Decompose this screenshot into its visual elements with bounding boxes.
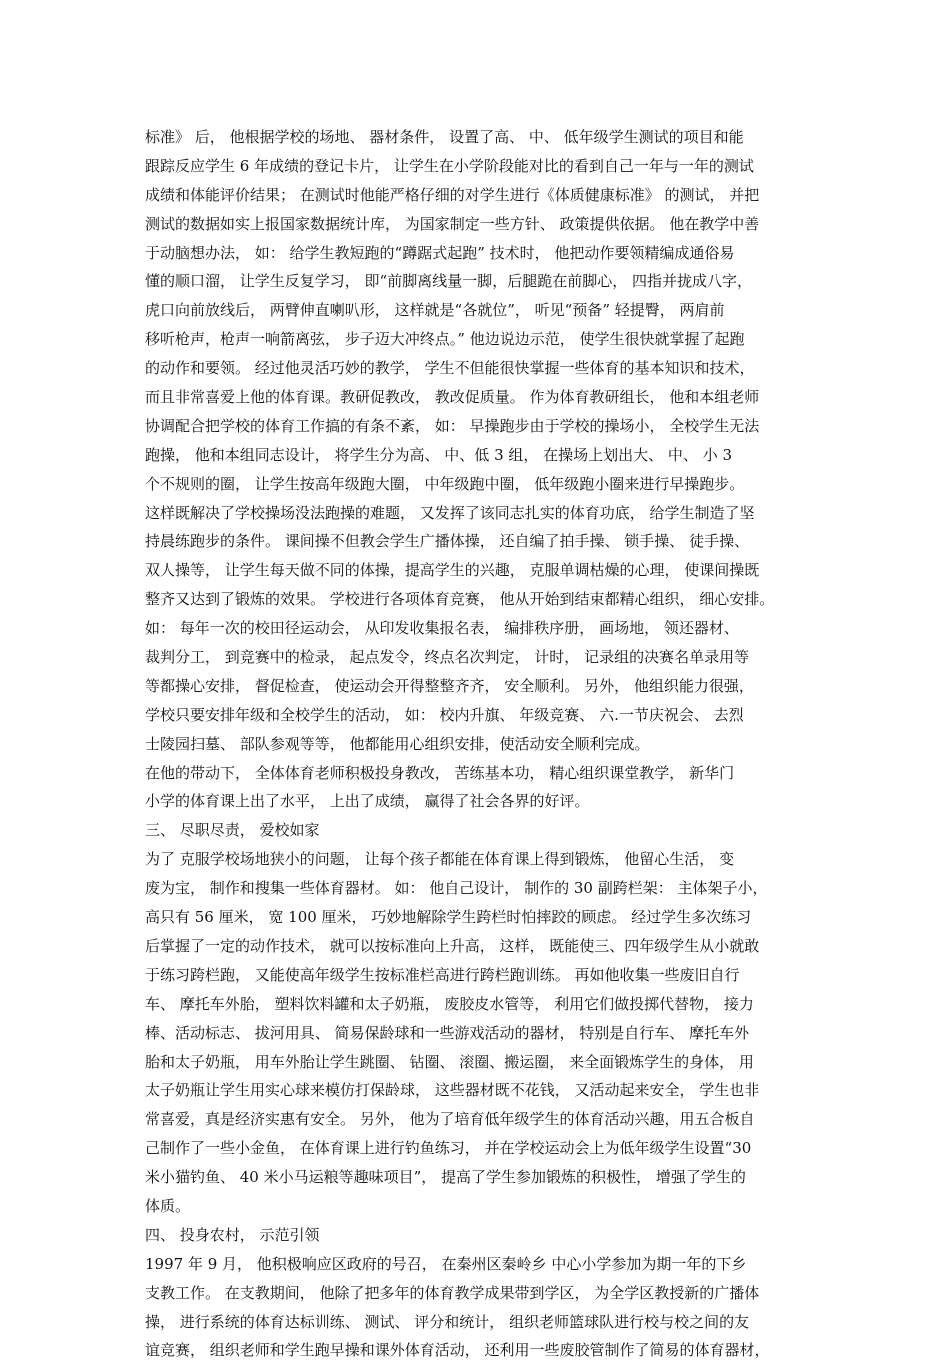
text-line: 于练习跨栏跑， 又能使高年级学生按标准栏高进行跨栏跑训练。 再如他收集一些废旧自行 bbox=[145, 965, 740, 984]
text-line: 测试的数据如实上报国家数据统计库， 为国家制定一些方针、 政策提供依据。 他在教学中善 bbox=[145, 214, 760, 233]
text-line: 成绩和体能评价结果； 在测试时他能严格仔细的对学生进行《体质健康标准》 的测试， 并把 bbox=[145, 185, 760, 204]
text-line: 三、 尽职尽责， 爱校如家 bbox=[145, 821, 320, 840]
text-line: 支教工作。 在支教期间， 他除了把多年的体育教学成果带到学区， 为全学区教授新的广播体 bbox=[145, 1283, 760, 1302]
text-line: 持晨练跑步的条件。 课间操不但教会学生广播体操， 还自编了拍手操、 锁手操、 徒手操、 bbox=[145, 532, 750, 551]
text-line: 虎口向前放线后， 两臂伸直喇叭形， 这样就是“各就位”， 听见“预备” 轻提臀， 两肩前 bbox=[145, 301, 725, 320]
text-line: 1997 年 9 月， 他积极响应区政府的号召， 在秦州区秦岭乡 中心小学参加为期一年的下乡 bbox=[145, 1254, 747, 1273]
text-line: 跟踪反应学生 6 年成绩的登记卡片， 让学生在小学阶段能对比的看到自己一年与一年的测试 bbox=[145, 156, 754, 175]
text-line: 士陵园扫墓、 部队参观等等， 他都能用心组织安排，使活动安全顺利完成。 bbox=[145, 734, 650, 753]
text-line: 为了 克服学校场地狭小的问题， 让每个孩子都能在体育课上得到锻炼， 他留心生活， 变 bbox=[145, 850, 735, 869]
text-line: 学校只要安排年级和全校学生的活动， 如： 校内升旗、 年级竞赛、 六.一节庆祝会、 去烈 bbox=[145, 705, 744, 724]
text-line: 小学的体育课上出了水平， 上出了成绩， 赢得了社会各界的好评。 bbox=[145, 792, 590, 811]
text-line: 标准》 后， 他根据学校的场地、 器材条件， 设置了高、 中、 低年级学生测试的项目和能 bbox=[145, 128, 744, 146]
text-line: 跑操， 他和本组同志设计， 将学生分为高、 中、低 3 组， 在操场上划出大、 中、 小 3 bbox=[145, 445, 733, 464]
text-line: 后掌握了一定的动作技术， 就可以按标准向上升高， 这样， 既能使三、四年级学生从小就敢 bbox=[145, 936, 760, 955]
text-line: 移听枪声，枪声一响箭离弦， 步子迈大冲终点。” 他边说边示范， 使学生很快就掌握了起跑 bbox=[145, 330, 745, 349]
text-line: 的动作和要领。 经过他灵活巧妙的教学， 学生不但能很快掌握一些体育的基本知识和技术， bbox=[145, 359, 755, 378]
text-line: 等都操心安排， 督促检查， 使运动会开得整整齐齐， 安全顺利。 另外， 他组织能力很强， bbox=[145, 676, 754, 695]
text-line: 懂的顺口溜， 让学生反复学习， 即“前脚离线量一脚，后腿跪在前脚心， 四指并拢成八字， bbox=[145, 272, 752, 291]
text-line: 米小猫钓鱼、 40 米小马运粮等趣味项目”， 提高了学生参加锻炼的积极性， 增强了学生的 bbox=[145, 1168, 746, 1187]
text-line: 车、 摩托车外胎， 塑料饮料罐和太子奶瓶， 废胶皮水管等， 利用它们做投掷代替物， 接力 bbox=[145, 994, 754, 1013]
text-line: 棒、活动标志、 拔河用具、 简易保龄球和一些游戏活动的器材， 特别是自行车、 摩托车外 bbox=[145, 1023, 750, 1042]
text-line: 操， 进行系统的体育达标训练、 测试、 评分和统计， 组织老师篮球队进行校与校之间的友 bbox=[145, 1312, 750, 1331]
text-line: 废为宝， 制作和搜集一些体育器材。 如： 他自己设计， 制作的 30 副跨栏架： 主体架子小， bbox=[145, 879, 768, 898]
text-line: 在他的带动下， 全体体育老师积极投身教改， 苦练基本功， 精心组织课堂教学， 新华门 bbox=[145, 763, 735, 782]
text-line: 常喜爱，真是经济实惠有安全。 另外， 他为了培育低年级学生的体育活动兴趣，用五合板自 bbox=[145, 1110, 755, 1129]
text-line: 整齐又达到了锻炼的效果。 学校进行各项体育竞赛， 他从开始到结束都精心组织， 细心安排。 bbox=[145, 590, 775, 609]
text-line: 己制作了一些小金鱼， 在体育课上进行钓鱼练习， 并在学校运动会上为低年级学生设置“30 bbox=[145, 1139, 752, 1158]
text-line: 胎和太子奶瓶， 用车外胎让学生跳圈、 钻圈、 滚圈、搬运圈， 来全面锻炼学生的身体， 用 bbox=[145, 1052, 754, 1071]
text-line: 谊竞赛， 组织老师和学生跑早操和课外体育活动， 还利用一些废胶管制作了简易的体育器材， bbox=[145, 1341, 770, 1360]
text-line: 四、 投身农村， 示范引领 bbox=[145, 1225, 320, 1244]
text-line: 这样既解决了学校操场没法跑操的难题， 又发挥了该同志扎实的体育功底， 给学生制造了坚 bbox=[145, 503, 755, 522]
text-line: 体质。 bbox=[145, 1196, 191, 1215]
text-line: 高只有 56 厘米， 宽 100 厘米， 巧妙地解除学生跨栏时怕摔跤的顾虑。 经过学生多次练习 bbox=[145, 908, 752, 927]
text-line: 个不规则的圈， 让学生按高年级跑大圈， 中年级跑中圈， 低年级跑小圈来进行早操跑步。 bbox=[145, 474, 745, 493]
text-line: 如： 每年一次的校田径运动会， 从印发收集报名表， 编排秩序册， 画场地， 领还器材、 bbox=[145, 619, 739, 638]
text-line: 协调配合把学校的体育工作搞的有条不紊， 如： 早操跑步由于学校的操场小， 全校学生无法 bbox=[145, 416, 760, 435]
text-line: 而且非常喜爱上他的体育课。教研促教改， 教改促质量。 作为体育教研组长， 他和本组老师 bbox=[145, 388, 760, 407]
document-body bbox=[145, 123, 825, 1365]
text-line: 双人操等， 让学生每天做不同的体操，提高学生的兴趣， 克服单调枯燥的心理， 使课间操既 bbox=[145, 561, 760, 580]
text-line: 裁判分工， 到竞赛中的检录， 起点发令，终点名次判定， 计时， 记录组的决赛名单录用等 bbox=[145, 648, 750, 667]
text-line: 太子奶瓶让学生用实心球来模仿打保龄球， 这些器材既不花钱， 又活动起来安全， 学生也非 bbox=[145, 1081, 760, 1100]
text-line: 于动脑想办法， 如： 给学生教短跑的“蹲踞式起跑” 技术时， 他把动作要领精编成通俗易 bbox=[145, 243, 735, 262]
